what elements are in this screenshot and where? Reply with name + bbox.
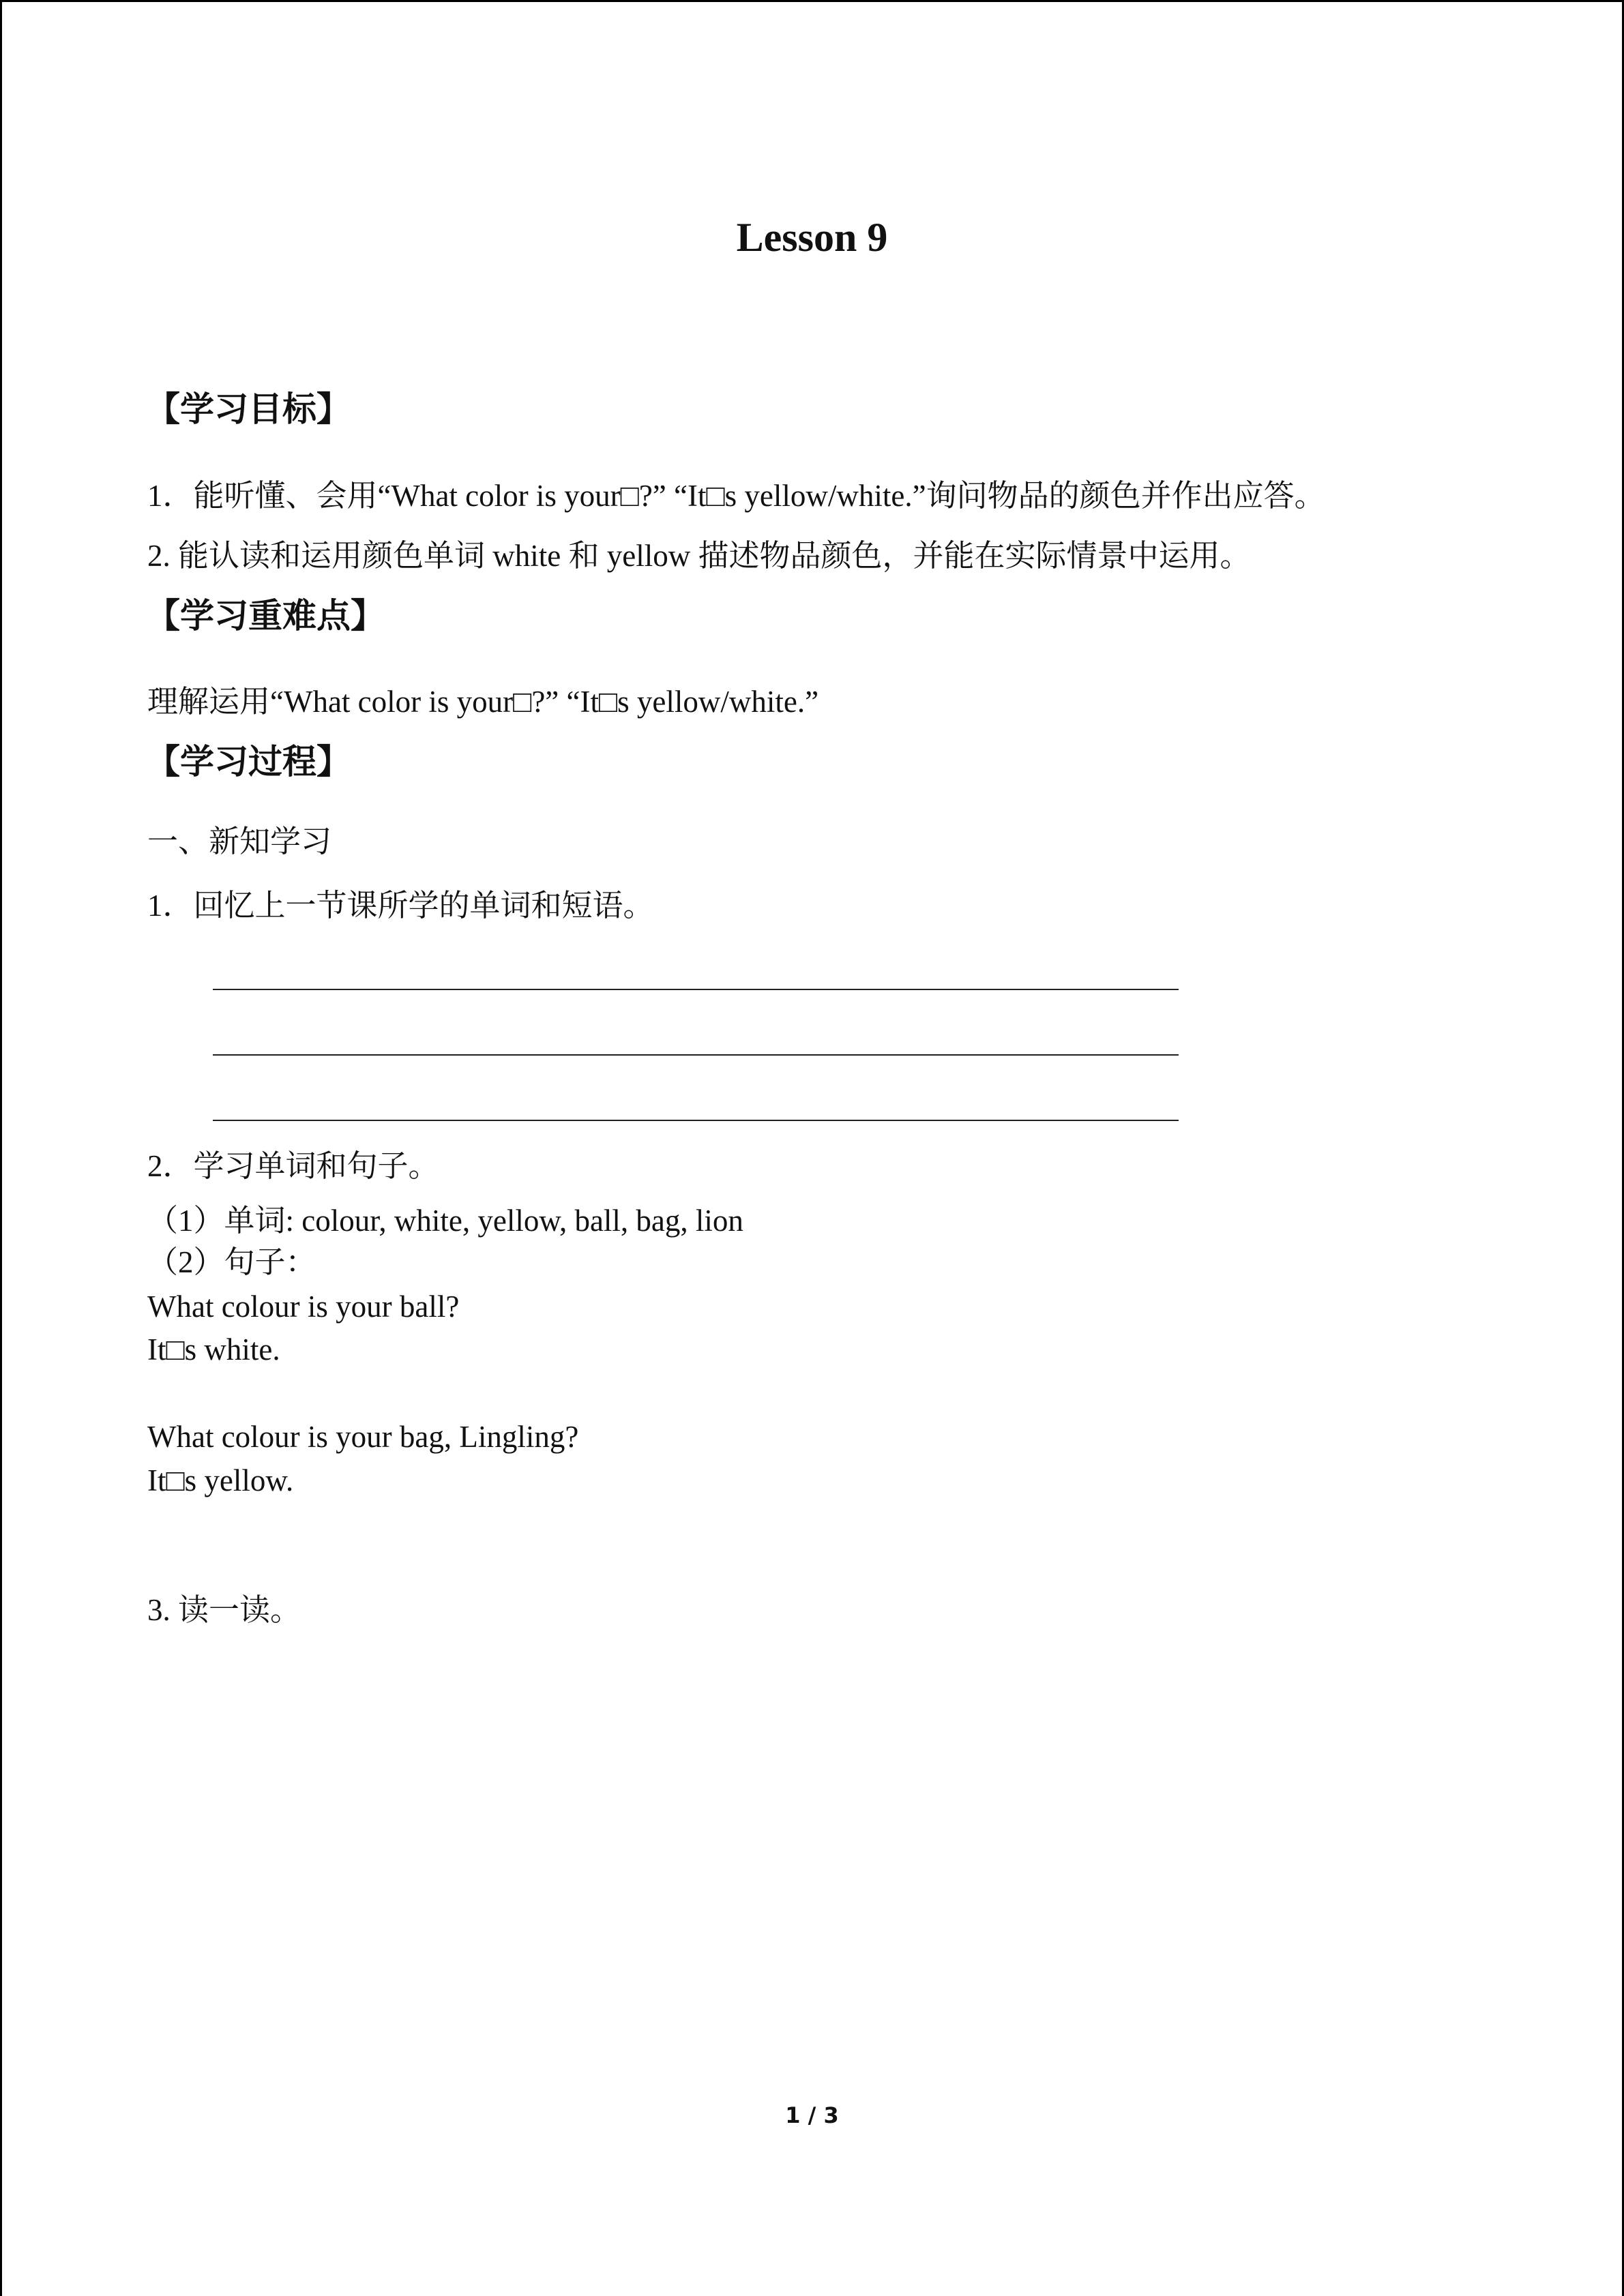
step-3-text: 3. 读一读。 (147, 1593, 301, 1627)
page-number: 1 / 3 (785, 2102, 839, 2128)
key-points-heading: 【学习重难点】 (146, 596, 385, 636)
answer-blank-line[interactable] (213, 1054, 1179, 1056)
objective-item-1: 1．能听懂、会用“What color is your□?” “It□s yellow/white.”询问物品的颜色并作出应答。 (147, 479, 1325, 513)
dialogue-line: It□s white. (147, 1332, 280, 1367)
part-one-title: 一、新知学习 (147, 824, 332, 859)
answer-blank-line[interactable] (213, 989, 1179, 990)
dialogue-line: What colour is your bag, Lingling? (147, 1420, 579, 1454)
page-left-border (0, 0, 2, 2296)
step-1-text: 1．回忆上一节课所学的单词和短语。 (147, 889, 654, 923)
sentences-label: （2）句子： (147, 1245, 316, 1279)
objectives-heading: 【学习目标】 (146, 389, 351, 429)
dialogue-line: What colour is your ball? (147, 1289, 460, 1324)
dialogue-line: It□s yellow. (147, 1463, 294, 1497)
step-2-text: 2．学习单词和句子。 (147, 1149, 439, 1183)
lesson-title: Lesson 9 (736, 215, 888, 260)
words-list: （1）单词: colour, white, yellow, ball, bag, lion (147, 1204, 743, 1238)
page-top-border (0, 0, 1624, 2)
process-heading: 【学习过程】 (146, 742, 351, 781)
objective-item-2: 2. 能认读和运用颜色单词 white 和 yellow 描述物品颜色，并能在实际情景中运用。 (147, 539, 1251, 573)
key-points-text: 理解运用“What color is your□?” “It□s yellow/white.” (147, 685, 819, 719)
answer-blank-line[interactable] (213, 1120, 1179, 1121)
